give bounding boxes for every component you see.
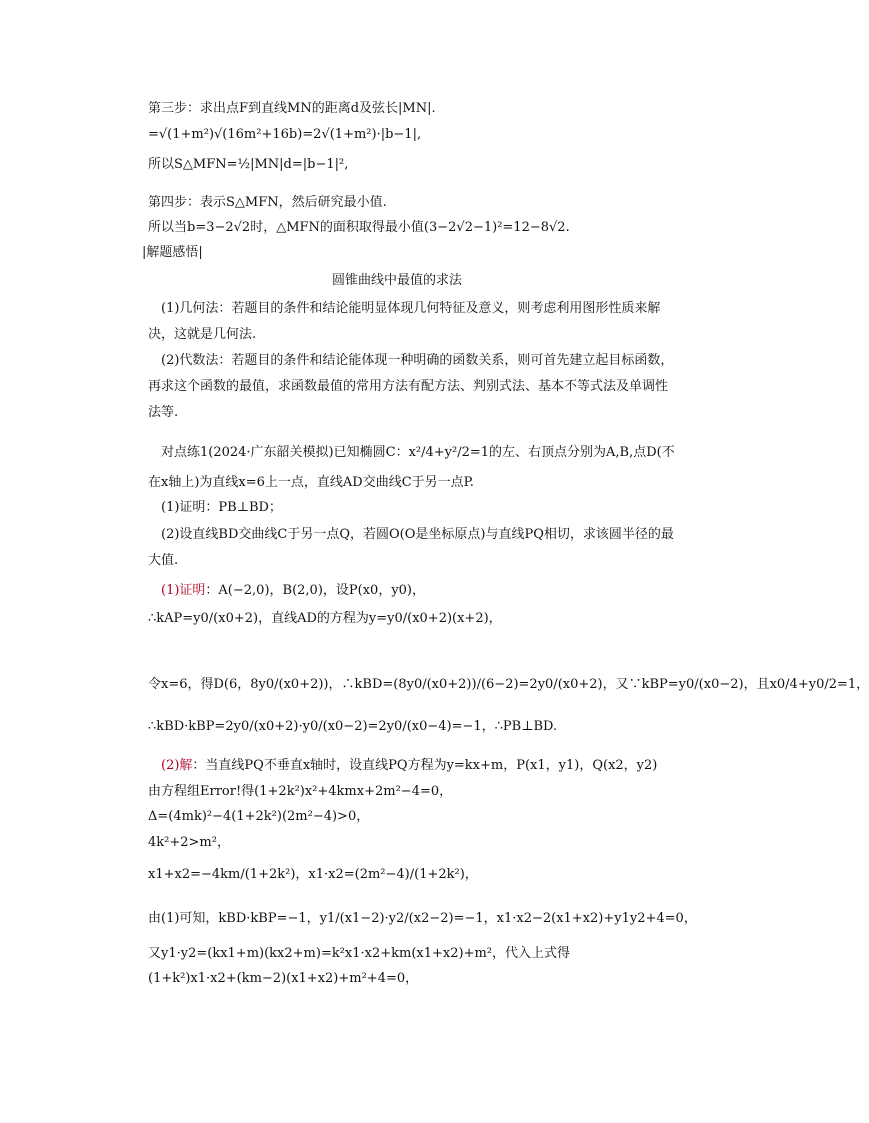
exercise-line-a: 对点练1(2024·广东韶关模拟)已知椭圆C：x²/4+y²/2=1的左、右顶点分别为A,B,点D(不 xyxy=(161,445,675,460)
solution2-delta-line: Δ=(4mk)²−4(1+2k²)(2m²−4)>0， xyxy=(148,809,370,824)
solution2-yy-line: 又y1·y2=(kx1+m)(kx2+m)=k²x1·x2+km(x1+x2)+m²，代入上式得 xyxy=(148,946,571,961)
solution1-kap-line: ∴kAP=y0/(x0+2)，直线AD的方程为y=y0/(x0+2)(x+2)， xyxy=(148,611,502,626)
question1: (1)证明：PB⊥BD； xyxy=(161,500,282,515)
mn-length-line: =√(1+m²)√(16m²+16b)=2√(1+m²)·|b−1|, xyxy=(148,127,422,142)
step3-line: 第三步：求出点F到直线MN的距离d及弦长|MN|. xyxy=(148,101,436,116)
section-title: 圆锥曲线中最值的求法 xyxy=(331,273,462,288)
solution2-final-line: (1+k²)x1·x2+(km−2)(x1+x2)+m²+4=0， xyxy=(148,971,419,986)
solution2-first-line xyxy=(161,757,691,775)
proof-tag: (1)证明 xyxy=(161,583,206,598)
solution1-text: ：A(−2,0)，B(2,0)，设P(x0，y0)， xyxy=(205,583,426,598)
solution2-system-line: 由方程组Error!得(1+2k²)x²+4kmx+2m²−4=0， xyxy=(148,784,453,799)
method2-paragraph: (2)代数法：若题目的条件和结论能体现一种明确的函数关系，则可首先建立起目标函数，再求这个函数的最值，求函数最值的常用方法有配方法、判别式法、基本不等式法及单调性法等. xyxy=(148,353,674,420)
method1-paragraph: (1)几何法：若题目的条件和结论能明显体现几何特征及意义，则考虑利用图形性质来解决，这就是几何法. xyxy=(148,301,661,342)
step4-line: 第四步：表示S△MFN，然后研究最小值. xyxy=(148,195,387,210)
solution1-product-line: ∴kBD·kBP=2y0/(x0+2)·y0/(x0−2)=2y0/(x0−4)=−1，∴PB⊥BD. xyxy=(148,719,558,734)
solution2-vieta-line: x1+x2=−4km/(1+2k²)，x1·x2=(2m²−4)/(1+2k²)， xyxy=(148,867,478,882)
solution2-inequality-line: 4k²+2>m²， xyxy=(148,835,230,850)
solution1-first-line xyxy=(161,582,691,600)
exercise-line-b: 在x轴上)为直线x=6上一点，直线AD交曲线C于另一点P. xyxy=(148,475,474,490)
solution2-from1-line: 由(1)可知，kBD·kBP=−1，y1/(x1−2)·y2/(x2−2)=−1，x1·x2−2(x1+x2)+y1y2+4=0， xyxy=(148,911,697,926)
area-expression-line: 所以S△MFN=½|MN|d=|b−1|², xyxy=(148,157,349,172)
insight-tag: |解题感悟| xyxy=(142,245,203,260)
solution2-text: ：当直线PQ不垂直x轴时，设直线PQ方程为y=kx+m，P(x1，y1)，Q(x2，y2) xyxy=(192,758,658,773)
question2: (2)设直线BD交曲线C于另一点Q，若圆O(O是坐标原点)与直线PQ相切，求该圆半径的最大值. xyxy=(148,527,674,568)
solution1-d-line: 令x=6，得D(6，8y0/(x0+2))，∴kBD=(8y0/(x0+2))/(6−2)=2y0/(x0+2)，又∵kBP=y0/(x0−2)，且x0/4+y0/2=1， xyxy=(148,677,869,692)
min-value-line: 所以当b=3−2√2时，△MFN的面积取得最小值(3−2√2−1)²=12−8√2. xyxy=(148,220,570,235)
solution-tag: (2)解 xyxy=(161,758,193,773)
